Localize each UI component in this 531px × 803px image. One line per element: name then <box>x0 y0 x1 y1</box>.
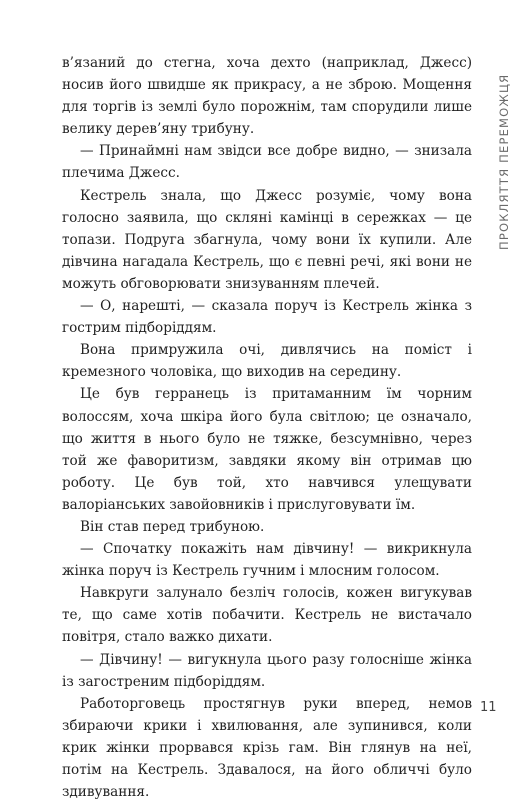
paragraph: — Спочатку покажіть нам дівчину! — викрикнула жінка поруч із Кестрель гучним і млосним голосом. <box>62 541 472 580</box>
paragraph: — Принаймні нам звідси все добре видно, — знизала плечима Джесс. <box>62 143 472 182</box>
paragraph: в’язаний до стегна, хоча дехто (наприклад, Джесс) носив його швидше як прикрасу, а не зброю. Мощення для торгів із землі було порожнім, там спорудили лише велику дерев’яну трибуну. <box>62 55 472 138</box>
page-number: 11 <box>480 700 497 715</box>
body-text <box>62 52 472 803</box>
paragraph: Вона примружила очі, дивлячись на поміст і кремезного чоловіка, що виходив на середину. <box>62 342 472 381</box>
paragraph: Навкруги залунало безліч голосів, кожен вигукував те, що саме хотів побачити. Кестрель не вистачало повітря, стало важко дихати. <box>62 585 472 646</box>
running-head-text: ПРОКЛЯТТЯ ПЕРЕМОЖЦЯ <box>497 73 511 250</box>
paragraph: Він став перед трибуною. <box>80 518 265 535</box>
paragraph: Кестрель знала, що Джесс розуміє, чому вона голосно заявила, що скляні камінці в сережках — це топази. Подруга збагнула, чому вони їх купили. Але дівчина нагадала Кестрель, що є певні речі, які вони не можуть обговорювати знизуванням плечей. <box>62 187 472 292</box>
paragraph: — Дівчину! — вигукнула цього разу голосніше жінка із загостреним підборіддям. <box>62 651 472 690</box>
paragraph: Це був герранець із притаманним їм чорним волоссям, хоча шкіра його була світлою; це означало, що життя в нього було не тяжке, безсумнівно, через той же фаворитизм, завдяки якому він отримав цю роботу. Це був той, хто навчився улещувати валоріанських завойовників і прислуговувати їм. <box>62 386 472 513</box>
paragraph: — О, нарешті, — сказала поруч із Кестрель жінка з гострим підборіддям. <box>62 298 472 337</box>
paragraph: Работорговець простягнув руки вперед, немов збираючи крики і хвилювання, але зупинився, коли крик жінки прорвався крізь гам. Він глянув на неї, потім на Кестрель. Здавалося, на його обличчі було здивування. <box>62 695 472 801</box>
running-head <box>491 40 511 250</box>
